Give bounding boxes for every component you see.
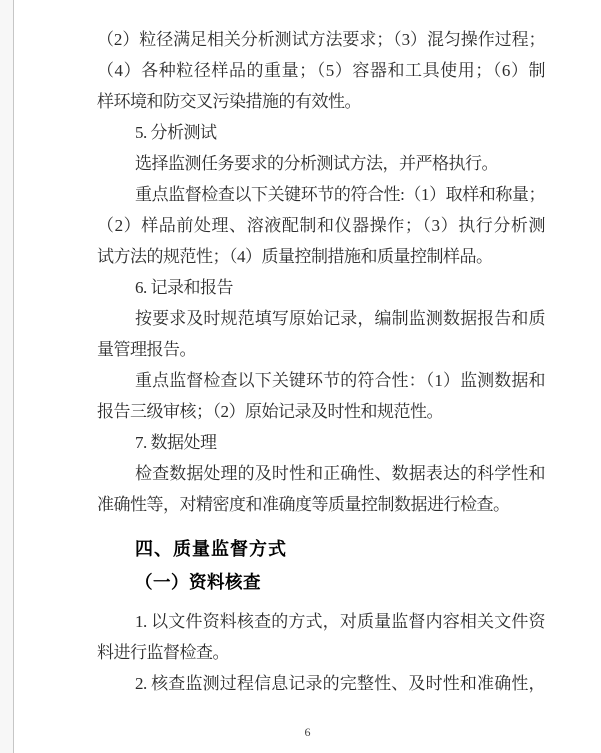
body-text-line: 量管理报告。 xyxy=(97,340,196,359)
body-text-line: 样环境和防交叉污染措施的有效性。 xyxy=(97,92,361,111)
body-text-line: 试方法的规范性；（4）质量控制措施和质量控制样品。 xyxy=(97,247,493,266)
page-edge-line xyxy=(0,0,14,753)
body-text-line: 2. 核查监测过程信息记录的完整性、及时性和准确性， xyxy=(135,674,545,693)
body-text-line: （2）粒径满足相关分析测试方法要求；（3）混匀操作过程； xyxy=(97,30,545,49)
body-text-line: 选择监测任务要求的分析测试方法，并严格执行。 xyxy=(135,154,498,173)
body-text-line: （2）样品前处理、溶液配制和仪器操作；（3）执行分析测 xyxy=(97,216,545,235)
page-number: 6 xyxy=(304,725,311,739)
body-text-line: 7. 数据处理 xyxy=(135,433,217,452)
body-text-line: 料进行监督检查。 xyxy=(97,643,229,662)
body-text-line: 1. 以文件资料核查的方式，对质量监督内容相关文件资 xyxy=(135,612,545,631)
body-text-line: 准确性等，对精密度和准确度等质量控制数据进行检查。 xyxy=(97,495,510,514)
body-text-line: 检查数据处理的及时性和正确性、数据表达的科学性和 xyxy=(135,464,545,483)
body-text-line: 重点监督检查以下关键环节的符合性:（1）取样和称量； xyxy=(135,185,545,204)
body-text-line: 6. 记录和报告 xyxy=(135,278,233,297)
section-heading: 四、质量监督方式 xyxy=(135,539,287,559)
subsection-heading: （一）资料核查 xyxy=(135,572,261,592)
document-lines xyxy=(97,24,545,699)
body-text-line: 按要求及时规范填写原始记录，编制监测数据报告和质 xyxy=(135,309,545,328)
body-text-line: 5. 分析测试 xyxy=(135,123,217,142)
body-text-line: （4）各种粒径样品的重量；（5）容器和工具使用；（6）制 xyxy=(97,61,545,80)
body-text-line: 重点监督检查以下关键环节的符合性：（1）监测数据和 xyxy=(135,371,545,390)
body-text-line: 报告三级审核；（2）原始记录及时性和规范性。 xyxy=(97,402,443,421)
